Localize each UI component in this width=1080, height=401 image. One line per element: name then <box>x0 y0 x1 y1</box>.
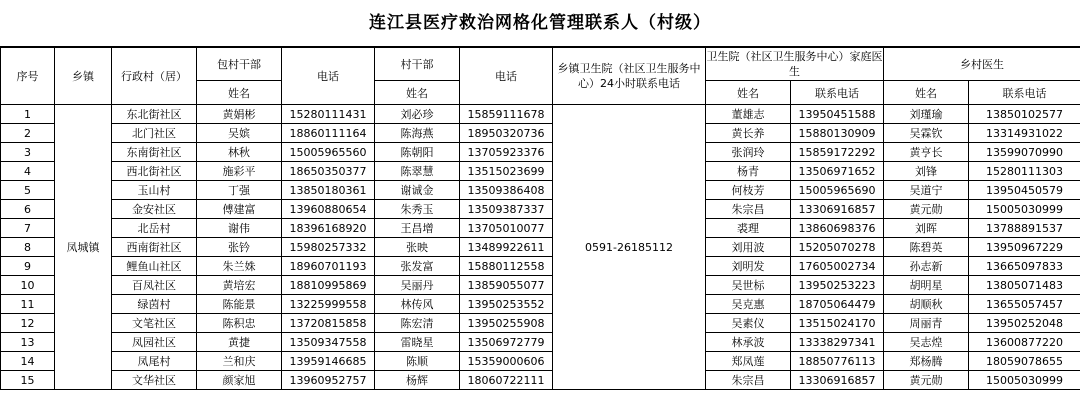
village-cell: 凤尾村 <box>112 352 197 371</box>
village-cell: 东北街社区 <box>112 105 197 124</box>
table-row <box>1 105 1080 124</box>
header-doctor-phone: 联系电话 <box>791 81 884 105</box>
header-row-1 <box>1 48 1080 81</box>
doctor-name-cell: 杨青 <box>706 162 791 181</box>
village-cell: 北门社区 <box>112 124 197 143</box>
seq-cell: 8 <box>1 238 55 257</box>
table-row <box>1 371 1080 390</box>
doctor-name-cell: 张润玲 <box>706 143 791 162</box>
cadre-phone-cell: 13509347558 <box>282 333 375 352</box>
doctor-name-cell: 林承波 <box>706 333 791 352</box>
table-row <box>1 276 1080 295</box>
header-cadre-phone: 电话 <box>282 48 375 105</box>
seq-cell: 2 <box>1 124 55 143</box>
cadre-phone-cell: 18960701193 <box>282 257 375 276</box>
cadre-phone-cell: 15980257332 <box>282 238 375 257</box>
doctor-phone-cell: 13306916857 <box>791 371 884 390</box>
official-name-cell: 张映 <box>375 238 460 257</box>
rural-doctor-name-cell: 黄元勋 <box>884 371 969 390</box>
header-village: 行政村（居） <box>112 48 197 105</box>
cadre-name-cell: 朱兰姝 <box>197 257 282 276</box>
official-phone-cell: 18950320736 <box>460 124 553 143</box>
cadre-name-cell: 黄培宏 <box>197 276 282 295</box>
rural-doctor-name-cell: 黄亨长 <box>884 143 969 162</box>
doctor-phone-cell: 13515024170 <box>791 314 884 333</box>
doctor-name-cell: 何枝芳 <box>706 181 791 200</box>
official-name-cell: 谢诚金 <box>375 181 460 200</box>
official-name-cell: 杨辉 <box>375 371 460 390</box>
doctor-phone-cell: 18705064479 <box>791 295 884 314</box>
official-phone-cell: 15880112558 <box>460 257 553 276</box>
cadre-phone-cell: 15005965560 <box>282 143 375 162</box>
official-name-cell: 雷晓星 <box>375 333 460 352</box>
official-phone-cell: 13515023699 <box>460 162 553 181</box>
page-title: 连江县医疗救治网格化管理联系人（村级） <box>0 0 1080 47</box>
cadre-name-cell: 黄捷 <box>197 333 282 352</box>
official-phone-cell: 13705010077 <box>460 219 553 238</box>
village-cell: 北岳村 <box>112 219 197 238</box>
doctor-name-cell: 裘理 <box>706 219 791 238</box>
seq-cell: 5 <box>1 181 55 200</box>
doctor-phone-cell: 13860698376 <box>791 219 884 238</box>
official-name-cell: 朱秀玉 <box>375 200 460 219</box>
cadre-name-cell: 吴嫔 <box>197 124 282 143</box>
cadre-phone-cell: 13225999558 <box>282 295 375 314</box>
village-cell: 西北街社区 <box>112 162 197 181</box>
official-phone-cell: 13489922611 <box>460 238 553 257</box>
official-name-cell: 陈顺 <box>375 352 460 371</box>
cadre-name-cell: 兰和庆 <box>197 352 282 371</box>
table-row <box>1 181 1080 200</box>
cadre-phone-cell: 13720815858 <box>282 314 375 333</box>
rural-doctor-phone-cell: 13314931022 <box>969 124 1080 143</box>
village-cell: 西南街社区 <box>112 238 197 257</box>
doctor-name-cell: 吴素仪 <box>706 314 791 333</box>
header-rural-name: 姓名 <box>884 81 969 105</box>
doctor-phone-cell: 15205070278 <box>791 238 884 257</box>
rural-doctor-name-cell: 刘瑾瑜 <box>884 105 969 124</box>
official-phone-cell: 13506972779 <box>460 333 553 352</box>
village-cell: 百凤社区 <box>112 276 197 295</box>
table-row <box>1 200 1080 219</box>
official-name-cell: 吴丽丹 <box>375 276 460 295</box>
header-cadre-name: 姓名 <box>197 81 282 105</box>
village-cell: 文华社区 <box>112 371 197 390</box>
table-row <box>1 333 1080 352</box>
cadre-name-cell: 陈能景 <box>197 295 282 314</box>
doctor-phone-cell: 13338297341 <box>791 333 884 352</box>
seq-cell: 10 <box>1 276 55 295</box>
cadre-phone-cell: 13960952757 <box>282 371 375 390</box>
table-row <box>1 124 1080 143</box>
seq-cell: 4 <box>1 162 55 181</box>
rural-doctor-name-cell: 周丽青 <box>884 314 969 333</box>
seq-cell: 3 <box>1 143 55 162</box>
rural-doctor-name-cell: 郑杨腾 <box>884 352 969 371</box>
cadre-name-cell: 黄娟彬 <box>197 105 282 124</box>
doctor-name-cell: 朱宗昌 <box>706 200 791 219</box>
doctor-name-cell: 朱宗昌 <box>706 371 791 390</box>
official-name-cell: 陈宏清 <box>375 314 460 333</box>
seq-cell: 15 <box>1 371 55 390</box>
cadre-phone-cell: 15280111431 <box>282 105 375 124</box>
cadre-phone-cell: 13850180361 <box>282 181 375 200</box>
rural-doctor-name-cell: 黄元勋 <box>884 200 969 219</box>
village-cell: 金安社区 <box>112 200 197 219</box>
village-cell: 东南街社区 <box>112 143 197 162</box>
village-cell: 凤园社区 <box>112 333 197 352</box>
table-row <box>1 143 1080 162</box>
header-official-name: 姓名 <box>375 81 460 105</box>
rural-doctor-phone-cell: 13665097833 <box>969 257 1080 276</box>
doctor-name-cell: 刘用波 <box>706 238 791 257</box>
cadre-name-cell: 傅建富 <box>197 200 282 219</box>
official-name-cell: 刘必珍 <box>375 105 460 124</box>
doctor-phone-cell: 13950451588 <box>791 105 884 124</box>
cadre-name-cell: 谢伟 <box>197 219 282 238</box>
village-cell: 玉山村 <box>112 181 197 200</box>
header-official-phone: 电话 <box>460 48 553 105</box>
cadre-name-cell: 施彩平 <box>197 162 282 181</box>
doctor-phone-cell: 18850776113 <box>791 352 884 371</box>
rural-doctor-name-cell: 吴道宁 <box>884 181 969 200</box>
seq-cell: 13 <box>1 333 55 352</box>
doctor-phone-cell: 13950253223 <box>791 276 884 295</box>
official-phone-cell: 13705923376 <box>460 143 553 162</box>
doctor-name-cell: 郑凤莲 <box>706 352 791 371</box>
seq-cell: 7 <box>1 219 55 238</box>
rural-doctor-name-cell: 刘晖 <box>884 219 969 238</box>
official-name-cell: 陈朝阳 <box>375 143 460 162</box>
header-rural-doctor: 乡村医生 <box>884 48 1080 81</box>
header-village-official: 村干部 <box>375 48 460 81</box>
doctor-phone-cell: 15859172292 <box>791 143 884 162</box>
table-row <box>1 295 1080 314</box>
official-phone-cell: 13859055077 <box>460 276 553 295</box>
seq-cell: 11 <box>1 295 55 314</box>
rural-doctor-phone-cell: 13950252048 <box>969 314 1080 333</box>
official-name-cell: 王昌增 <box>375 219 460 238</box>
seq-cell: 1 <box>1 105 55 124</box>
cadre-name-cell: 张钤 <box>197 238 282 257</box>
official-phone-cell: 15359000606 <box>460 352 553 371</box>
seq-cell: 6 <box>1 200 55 219</box>
table-row <box>1 162 1080 181</box>
header-village-cadre: 包村干部 <box>197 48 282 81</box>
header-doctor-name: 姓名 <box>706 81 791 105</box>
seq-cell: 12 <box>1 314 55 333</box>
rural-doctor-phone-cell: 18059078655 <box>969 352 1080 371</box>
header-rural-phone: 联系电话 <box>969 81 1080 105</box>
doctor-name-cell: 黄长养 <box>706 124 791 143</box>
header-health-center: 卫生院（社区卫生服务中心）家庭医生 <box>706 48 884 81</box>
township-cell: 凤城镇 <box>55 105 112 390</box>
cadre-phone-cell: 18860111164 <box>282 124 375 143</box>
cadre-name-cell: 陈积忠 <box>197 314 282 333</box>
official-name-cell: 陈海燕 <box>375 124 460 143</box>
table-row <box>1 257 1080 276</box>
official-name-cell: 张发富 <box>375 257 460 276</box>
rural-doctor-phone-cell: 13788891537 <box>969 219 1080 238</box>
cadre-name-cell: 丁强 <box>197 181 282 200</box>
official-phone-cell: 18060722111 <box>460 371 553 390</box>
header-township-hospital: 乡镇卫生院（社区卫生服务中心）24小时联系电话 <box>553 48 706 105</box>
rural-doctor-phone-cell: 13600877220 <box>969 333 1080 352</box>
cadre-phone-cell: 18650350377 <box>282 162 375 181</box>
header-township: 乡镇 <box>55 48 112 105</box>
table-row <box>1 352 1080 371</box>
cadre-phone-cell: 18810995869 <box>282 276 375 295</box>
rural-doctor-phone-cell: 13805071483 <box>969 276 1080 295</box>
rural-doctor-phone-cell: 13950450579 <box>969 181 1080 200</box>
seq-cell: 9 <box>1 257 55 276</box>
doctor-name-cell: 吴克惠 <box>706 295 791 314</box>
official-phone-cell: 13509387337 <box>460 200 553 219</box>
rural-doctor-phone-cell: 13599070990 <box>969 143 1080 162</box>
village-cell: 绿茵村 <box>112 295 197 314</box>
rural-doctor-phone-cell: 15005030999 <box>969 371 1080 390</box>
rural-doctor-phone-cell: 15005030999 <box>969 200 1080 219</box>
table-row <box>1 314 1080 333</box>
rural-doctor-phone-cell: 15280111303 <box>969 162 1080 181</box>
official-name-cell: 陈翠慧 <box>375 162 460 181</box>
doctor-name-cell: 吴世标 <box>706 276 791 295</box>
official-phone-cell: 15859111678 <box>460 105 553 124</box>
contact-table <box>0 47 1080 390</box>
header-seq: 序号 <box>1 48 55 105</box>
table-row <box>1 219 1080 238</box>
doctor-name-cell: 董雄志 <box>706 105 791 124</box>
official-phone-cell: 13950255908 <box>460 314 553 333</box>
rural-doctor-name-cell: 胡顺秋 <box>884 295 969 314</box>
rural-doctor-phone-cell: 13850102577 <box>969 105 1080 124</box>
cadre-name-cell: 林秋 <box>197 143 282 162</box>
rural-doctor-phone-cell: 13950967229 <box>969 238 1080 257</box>
rural-doctor-name-cell: 吴志煌 <box>884 333 969 352</box>
seq-cell: 14 <box>1 352 55 371</box>
rural-doctor-name-cell: 吴霖钦 <box>884 124 969 143</box>
cadre-phone-cell: 13959146685 <box>282 352 375 371</box>
cadre-phone-cell: 13960880654 <box>282 200 375 219</box>
rural-doctor-name-cell: 刘锋 <box>884 162 969 181</box>
cadre-phone-cell: 18396168920 <box>282 219 375 238</box>
official-phone-cell: 13950253552 <box>460 295 553 314</box>
rural-doctor-name-cell: 孙志新 <box>884 257 969 276</box>
cadre-name-cell: 颜家旭 <box>197 371 282 390</box>
rural-doctor-name-cell: 胡明星 <box>884 276 969 295</box>
village-cell: 鲤鱼山社区 <box>112 257 197 276</box>
table-row <box>1 238 1080 257</box>
doctor-phone-cell: 13506971652 <box>791 162 884 181</box>
village-cell: 文笔社区 <box>112 314 197 333</box>
doctor-phone-cell: 15880130909 <box>791 124 884 143</box>
hospital-phone-cell: 0591-26185112 <box>553 105 706 390</box>
rural-doctor-phone-cell: 13655057457 <box>969 295 1080 314</box>
rural-doctor-name-cell: 陈碧英 <box>884 238 969 257</box>
official-name-cell: 林传风 <box>375 295 460 314</box>
doctor-phone-cell: 17605002734 <box>791 257 884 276</box>
official-phone-cell: 13509386408 <box>460 181 553 200</box>
doctor-name-cell: 刘明发 <box>706 257 791 276</box>
doctor-phone-cell: 15005965690 <box>791 181 884 200</box>
doctor-phone-cell: 13306916857 <box>791 200 884 219</box>
